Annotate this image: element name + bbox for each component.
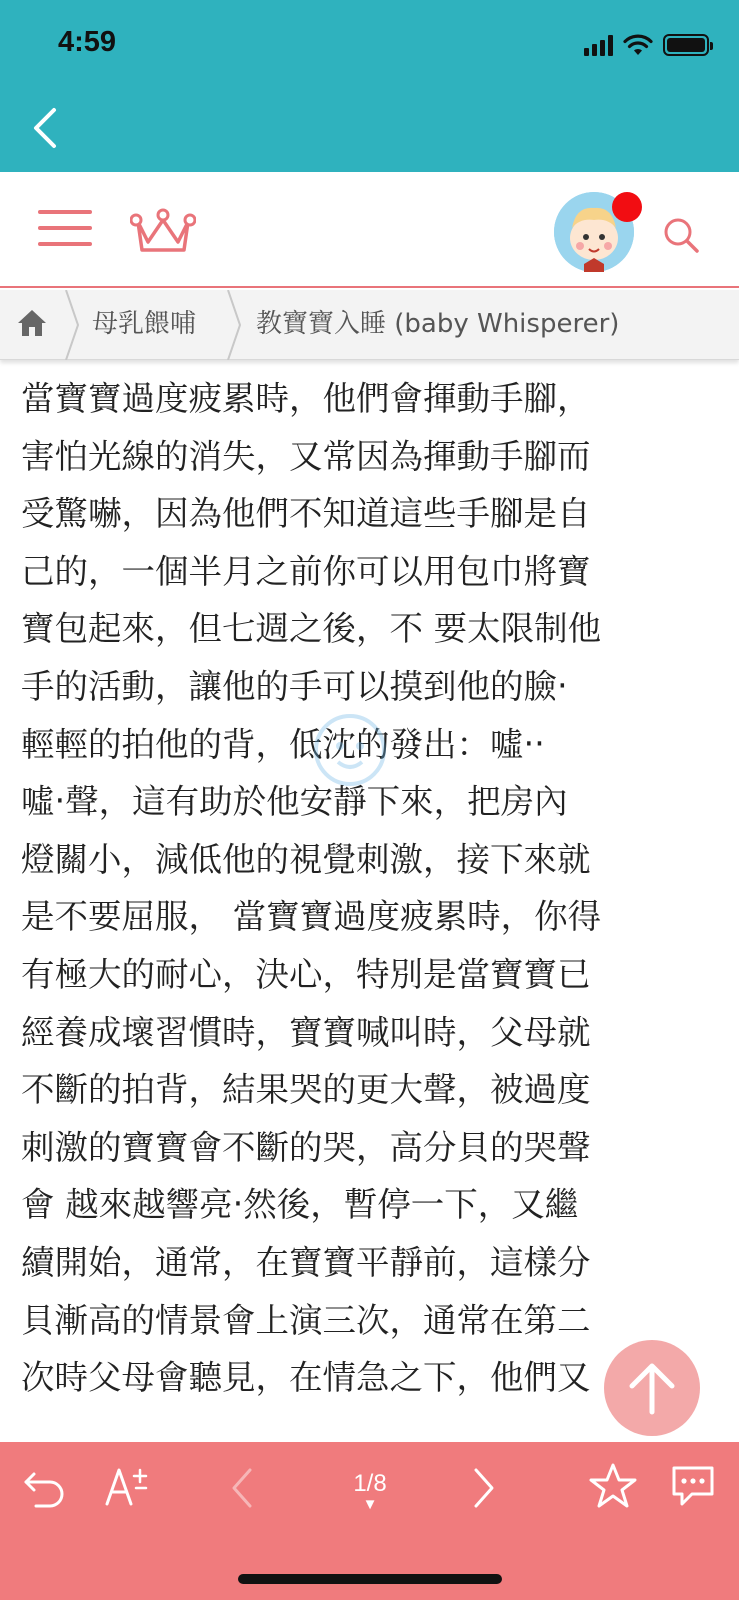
notification-badge <box>612 192 642 222</box>
article-line: 續開始，通常，在寶寶平靜前，這樣分 <box>21 1242 591 1282</box>
undo-icon[interactable] <box>22 1466 66 1510</box>
breadcrumb-separator-icon <box>64 290 80 360</box>
back-button[interactable] <box>26 104 62 152</box>
watermark-icon <box>300 700 400 810</box>
prev-page-icon[interactable] <box>228 1466 256 1510</box>
battery-icon <box>663 34 709 56</box>
favorite-star-icon[interactable] <box>588 1462 638 1510</box>
scroll-to-top-button[interactable] <box>604 1340 700 1436</box>
article-line: 有極大的耐心，決心，特別是當寶寶已 <box>21 954 591 994</box>
caret-down-icon: ▼ <box>362 1496 378 1513</box>
next-page-icon[interactable] <box>470 1466 498 1510</box>
article-line: 己的，一個半月之前你可以用包巾將寶 <box>21 551 591 591</box>
article-line: 會 越來越響亮‧然後，暫停一下，又繼 <box>21 1185 579 1225</box>
article-line: 次時父母會聽見，在情急之下，他們又 <box>21 1358 591 1398</box>
site-header <box>0 172 739 288</box>
article-body <box>21 370 721 1464</box>
article-line: 不斷的拍背，結果哭的更大聲，被過度 <box>21 1070 591 1110</box>
article-line: 貝漸高的情景會上演三次，通常在第二 <box>21 1300 591 1340</box>
article-line: 是不要屈服， 當寶寶過度疲累時，你得 <box>21 897 602 937</box>
breadcrumb-item-current[interactable]: 教寶寶入睡 (baby Whisperer) <box>256 309 620 339</box>
status-icons <box>584 30 709 56</box>
comment-icon[interactable] <box>670 1464 716 1510</box>
page-indicator-text: 1/8 <box>353 1470 387 1497</box>
breadcrumb <box>0 290 739 360</box>
article-line: 刺激的寶寶會不斷的哭，高分貝的哭聲 <box>21 1127 591 1167</box>
home-indicator[interactable] <box>238 1574 502 1584</box>
article-line: 害怕光線的消失，又常因為揮動手腳而 <box>21 436 591 476</box>
breadcrumb-separator-icon <box>226 290 242 360</box>
status-time: 4:59 <box>58 26 117 58</box>
article-line: 當寶寶過度疲累時，他們會揮動手腳， <box>21 379 591 418</box>
article-line: 受驚嚇，因為他們不知道這些手腳是自 <box>21 494 591 534</box>
article-line: 經養成壞習慣時，寶寶喊叫時，父母就 <box>21 1012 591 1052</box>
search-icon[interactable] <box>662 216 700 254</box>
article-line: 輕輕的拍他的背，低沈的發出：噓‧‧ <box>21 724 545 764</box>
breadcrumb-item-breastfeeding[interactable]: 母乳餵哺 <box>92 309 197 339</box>
arrow-up-icon <box>604 1340 700 1436</box>
article-line: 噓‧聲，這有助於他安靜下來，把房內 <box>21 782 568 822</box>
article-line: 手的活動，讓他的手可以摸到他的臉‧ <box>21 666 568 706</box>
font-size-icon[interactable] <box>104 1464 150 1508</box>
crown-icon[interactable] <box>130 206 196 258</box>
app-top-bar <box>0 0 739 172</box>
home-icon[interactable] <box>16 308 48 338</box>
cellular-signal-icon <box>584 34 613 56</box>
hamburger-menu-button[interactable] <box>38 210 92 254</box>
article-line: 寶包起來，但七週之後，不 要太限制他 <box>21 609 602 649</box>
page-indicator[interactable] <box>330 1470 410 1513</box>
article-line: 燈關小，減低他的視覺刺激，接下來就 <box>21 839 591 879</box>
wifi-icon <box>623 34 653 56</box>
